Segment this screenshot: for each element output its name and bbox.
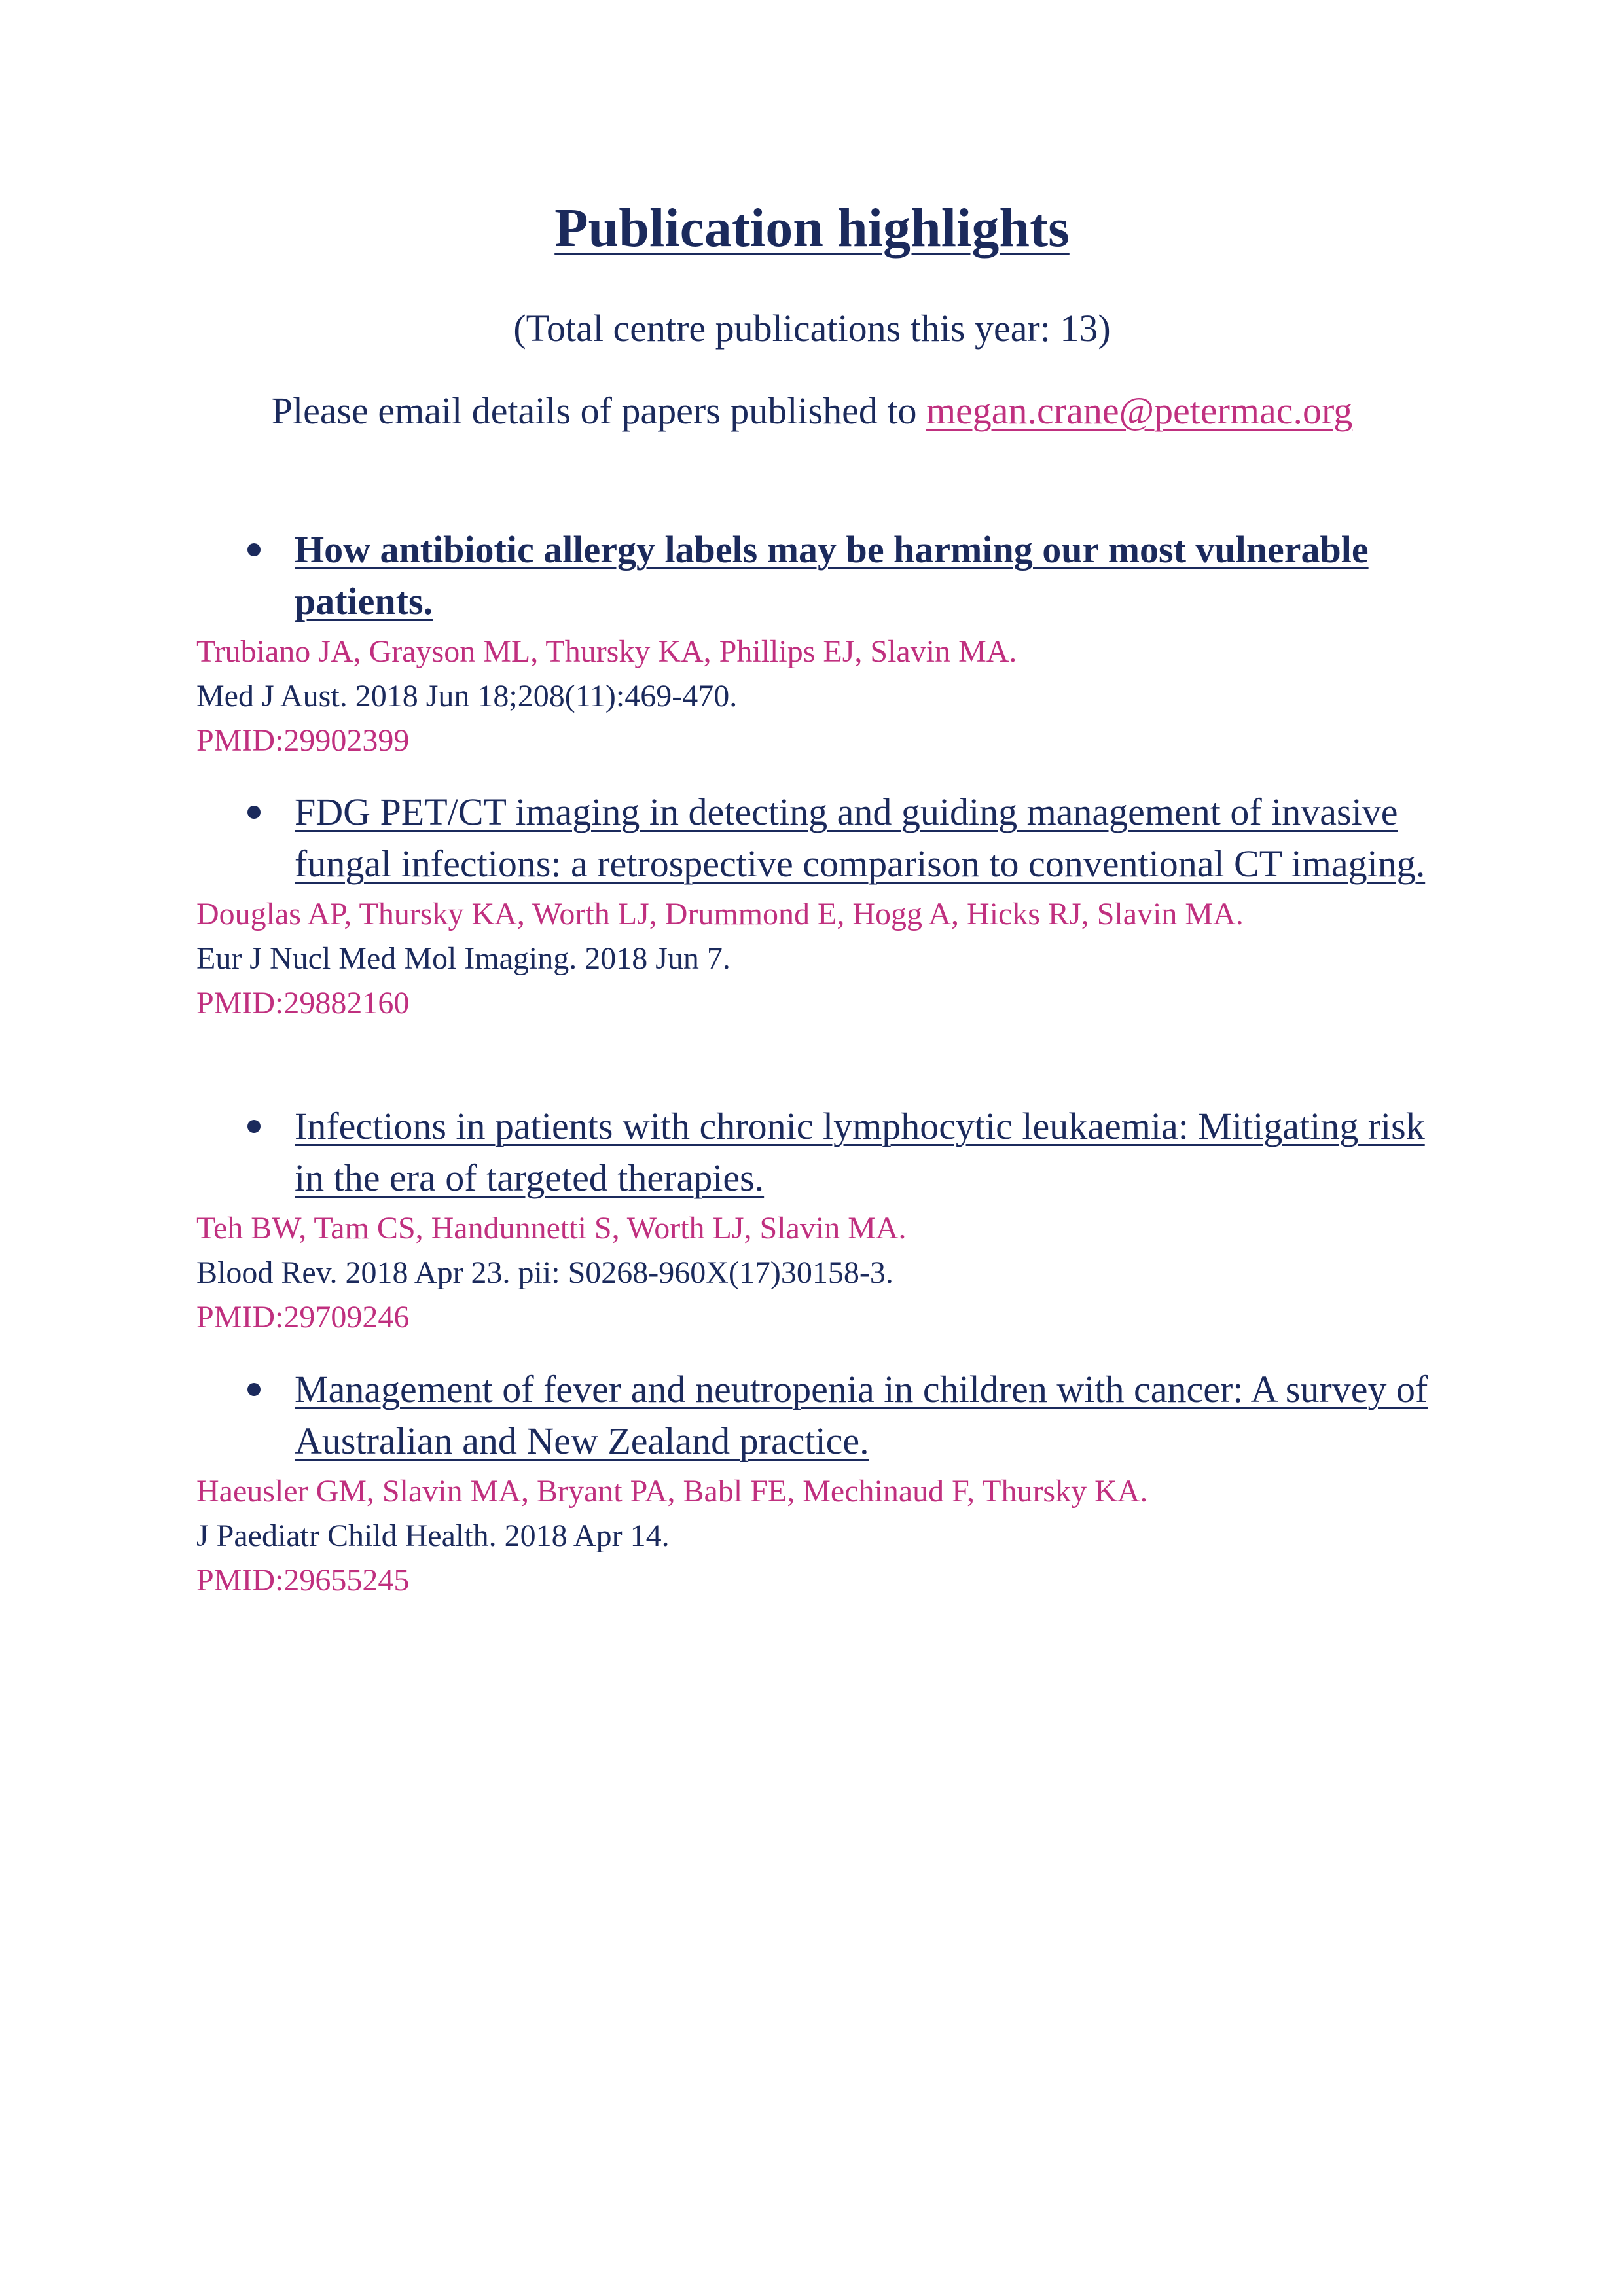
publication-item — [196, 786, 1440, 1026]
publication-title-row — [196, 1363, 1440, 1467]
publication-pmid: PMID:29902399 — [196, 723, 410, 758]
publication-pmid: PMID:29655245 — [196, 1563, 410, 1598]
publication-title-link[interactable]: Management of fever and neutropenia in children with cancer: A survey of Australian and New Zealand practice. — [295, 1368, 1428, 1462]
email-link[interactable]: megan.crane@petermac.org — [926, 389, 1353, 432]
publication-citation: Med J Aust. 2018 Jun 18;208(11):469-470. — [196, 679, 738, 713]
publication-citation: J Paediatr Child Health. 2018 Apr 14. — [196, 1518, 670, 1553]
publication-authors: Haeusler GM, Slavin MA, Bryant PA, Babl FE, Mechinaud F, Thursky KA. — [196, 1474, 1148, 1509]
publication-item — [196, 1100, 1440, 1340]
bullet-icon — [247, 806, 261, 819]
publication-title-row — [196, 786, 1440, 889]
publication-item — [196, 1363, 1440, 1603]
publication-title-row — [196, 1100, 1440, 1204]
publication-pmid: PMID:29882160 — [196, 986, 410, 1020]
publication-count: (Total centre publications this year: 13) — [513, 307, 1111, 350]
publication-title-link[interactable]: Infections in patients with chronic lymphocytic leukaemia: Mitigating risk in the era of targeted therapies. — [295, 1105, 1425, 1199]
publication-authors: Teh BW, Tam CS, Handunnetti S, Worth LJ, Slavin MA. — [196, 1211, 907, 1246]
publication-authors: Trubiano JA, Grayson ML, Thursky KA, Phillips EJ, Slavin MA. — [196, 634, 1017, 669]
email-instruction-text: Please email details of papers published to — [271, 389, 926, 432]
publication-title-link[interactable]: FDG PET/CT imaging in detecting and guiding management of invasive fungal infections: a retrospective comparison to conventional CT imaging. — [295, 791, 1426, 885]
publication-title-row — [196, 524, 1440, 627]
publication-authors: Douglas AP, Thursky KA, Worth LJ, Drummond E, Hogg A, Hicks RJ, Slavin MA. — [196, 897, 1244, 931]
publication-citation: Blood Rev. 2018 Apr 23. pii: S0268-960X(17)30158-3. — [196, 1255, 893, 1290]
publication-citation: Eur J Nucl Med Mol Imaging. 2018 Jun 7. — [196, 941, 731, 976]
email-instruction — [0, 389, 1624, 433]
bullet-icon — [247, 1120, 261, 1133]
publication-item — [196, 524, 1440, 763]
bullet-icon — [247, 1383, 261, 1396]
publication-pmid: PMID:29709246 — [196, 1300, 410, 1335]
page-title: Publication highlights — [554, 198, 1070, 259]
publication-title-link[interactable]: How antibiotic allergy labels may be harming our most vulnerable patients. — [295, 528, 1369, 622]
bullet-icon — [247, 543, 261, 556]
